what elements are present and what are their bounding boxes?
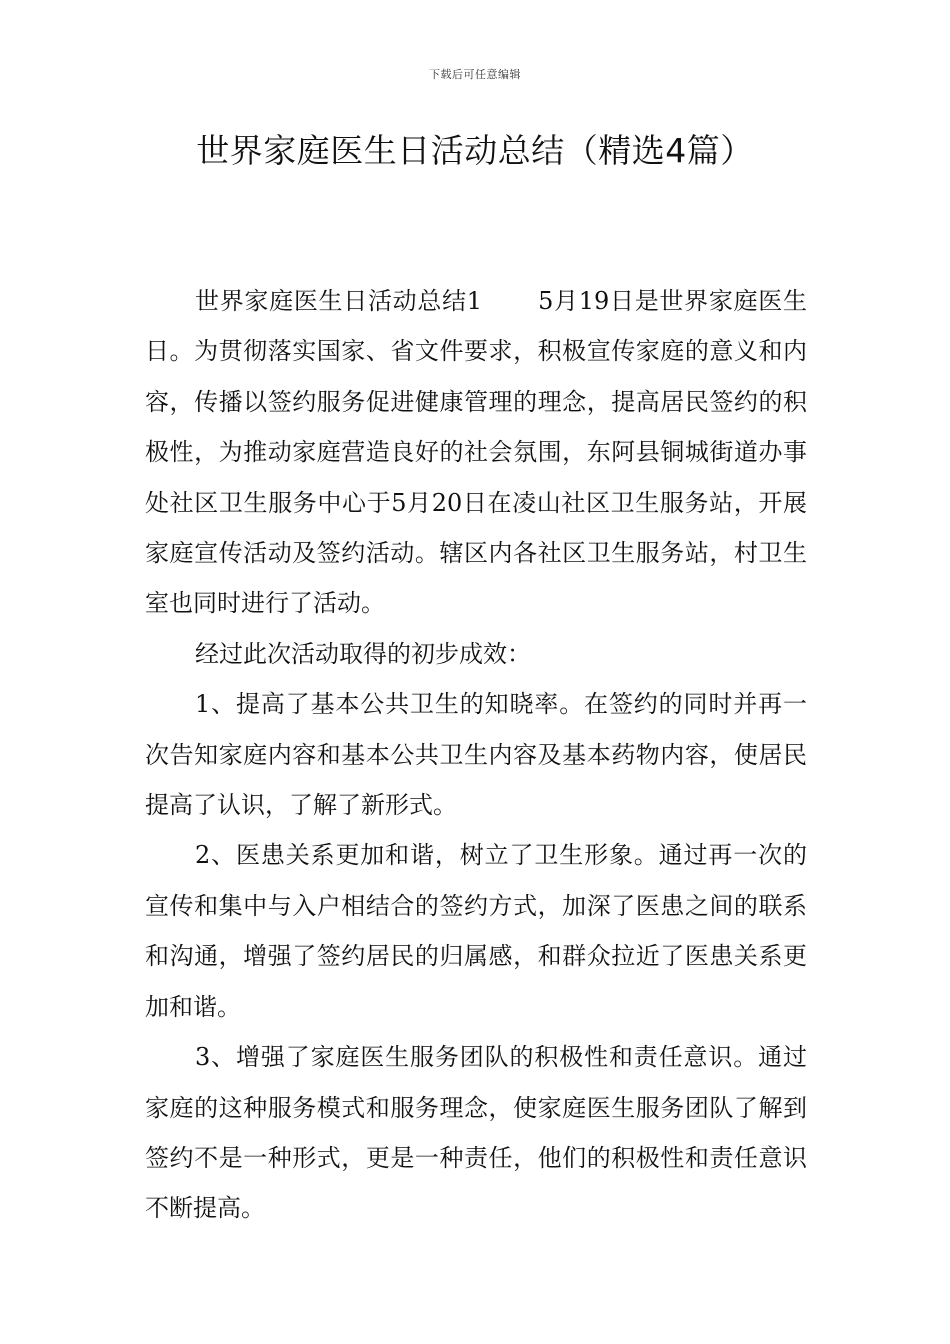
paragraph-result-2: 2、医患关系更加和谐，树立了卫生形象。通过再一次的宣传和集中与入户相结合的签约方式，加深了医患之间的联系和沟通，增强了签约居民的归属感，和群众拉近了医患关系更加和谐。 — [145, 841, 807, 1021]
paragraph-results-intro: 经过此次活动取得的初步成效： — [195, 639, 531, 668]
paragraph-result-1: 1、提高了基本公共卫生的知晓率。在签约的同时并再一次告知家庭内容和基本公共卫生内容及基本药物内容，使居民提高了认识，了解了新形式。 — [145, 690, 807, 820]
section-heading: 世界家庭医生日活动总结1 — [195, 287, 483, 315]
document-title: 世界家庭医生日活动总结（精选4篇） — [196, 131, 754, 170]
header-note: 下载后可任意编辑 — [429, 68, 521, 81]
paragraph-result-3: 3、增强了家庭医生服务团队的积极性和责任意识。通过家庭的这种服务模式和服务理念，使家庭医生服务团队了解到签约不是一种形式，更是一种责任，他们的积极性和责任意识不断提高。 — [145, 1043, 807, 1223]
document-body — [145, 276, 807, 1234]
paragraph-text: 5月19日是世界家庭医生日。为贯彻落实国家、省文件要求，积极宣传家庭的意义和内容，传播以签约服务促进健康管理的理念，提高居民签约的积极性，为推动家庭营造良好的社会氛围，东阿县铜城街道办事处社区卫生服务中心于5月20日在凌山社区卫生服务站，开展家庭宣传活动及签约活动。辖区内各社区卫生服务站，村卫生室也同时进行了活动。 — [145, 287, 807, 618]
paragraph-intro — [145, 276, 807, 629]
